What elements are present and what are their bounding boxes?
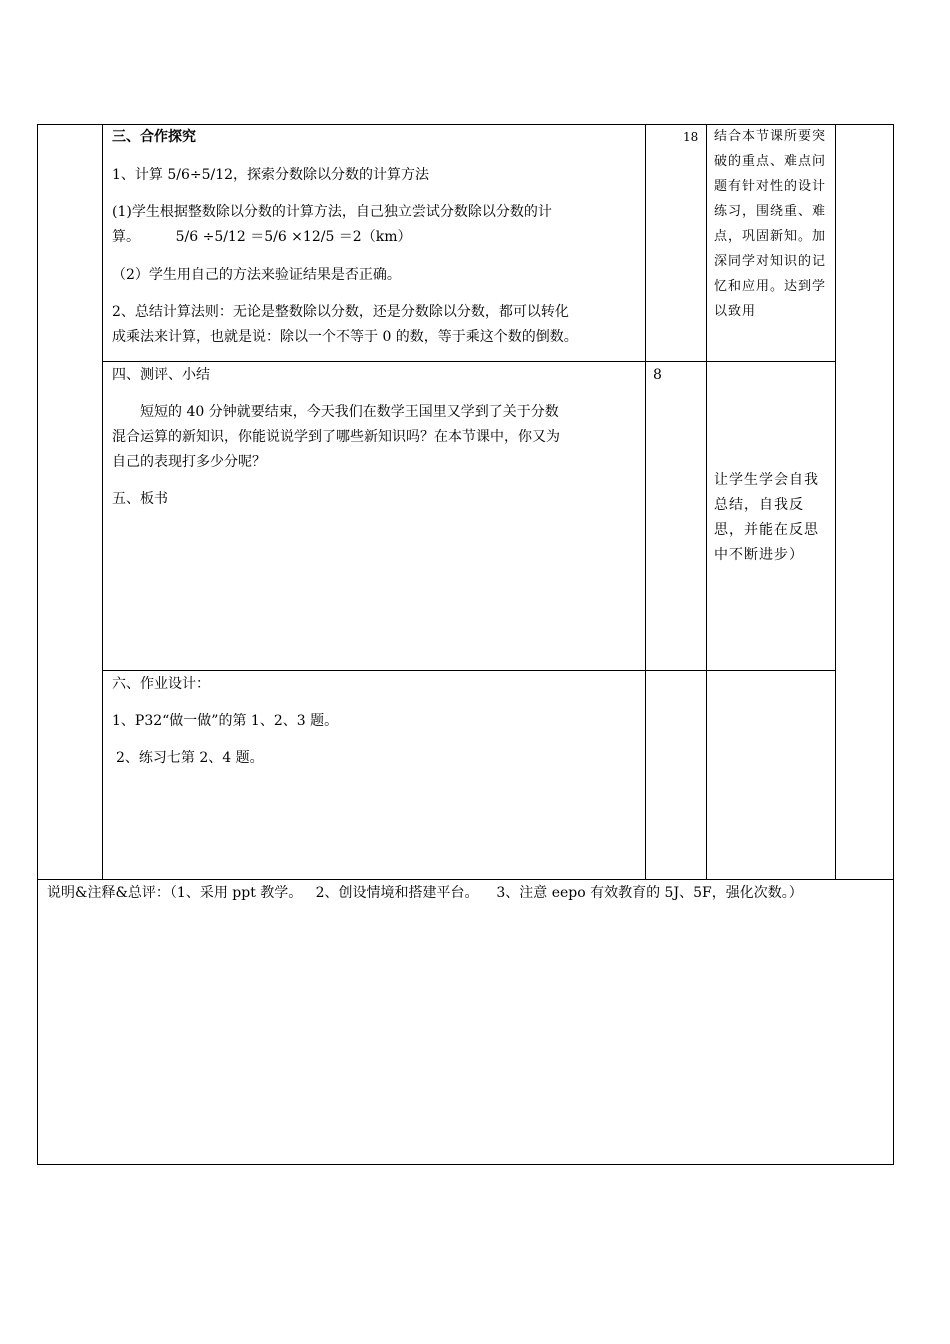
section6-item2: 2、练习七第 2、4 题。 xyxy=(116,750,264,766)
table-right-border xyxy=(893,124,894,1165)
column-divider-3 xyxy=(706,124,707,880)
column-divider-4 xyxy=(835,124,836,880)
section3-item2-line2: 算。 5/6 ÷5/12 ＝5/6 ×12/5 ＝2（km） xyxy=(112,229,412,245)
section6-item1: 1、P32“做一做”的第 1、2、3 题。 xyxy=(112,713,339,729)
section4-time: 8 xyxy=(653,367,662,383)
row-divider-2 xyxy=(102,670,836,671)
section4-para-line2: 混合运算的新知识，你能说说学到了哪些新知识吗？在本节课中，你又为 xyxy=(112,429,560,445)
section3-item4-line2: 成乘法来计算，也就是说：除以一个不等于 0 的数，等于乘这个数的倒数。 xyxy=(112,329,578,345)
section3-time: 18 xyxy=(683,130,699,144)
section4-note: 让学生学会自我总结，自我反思，并能在反思中不断进步） xyxy=(714,472,819,563)
section3-heading: 三、合作探究 xyxy=(112,129,196,145)
section3-note: 结合本节课所要突破的重点、难点问题有针对性的设计练习，围绕重、难点，巩固新知。加深同学对知识的记忆和应用。达到学以致用 xyxy=(714,129,827,319)
table-left-border xyxy=(37,124,38,1165)
section4-para-line1: 短短的 40 分钟就要结束，今天我们在数学王国里又学到了关于分数 xyxy=(140,404,559,420)
section4-para-line3: 自己的表现打多少分呢？ xyxy=(112,454,266,470)
section4-heading: 四、测评、小结 xyxy=(112,367,210,383)
section5-heading: 五、板书 xyxy=(112,491,168,507)
row-divider-1 xyxy=(102,361,836,362)
footer-comment: 说明&注释&总评：（1、采用 ppt 教学。 2、创设情境和搭建平台。 3、注意 eepo 有效教育的 5J、5F，强化次数。） xyxy=(47,885,803,901)
column-divider-1 xyxy=(102,124,103,880)
section6-heading: 六、作业设计： xyxy=(112,676,210,692)
column-divider-2 xyxy=(645,124,646,880)
section3-item1: 1、计算 5/6÷5/12，探索分数除以分数的计算方法 xyxy=(112,167,430,183)
section3-item3: （2）学生用自己的方法来验证结果是否正确。 xyxy=(112,267,401,283)
section3-item2-line1: (1)学生根据整数除以分数的计算方法，自己独立尝试分数除以分数的计 xyxy=(112,204,552,220)
section3-item4-line1: 2、总结计算法则：无论是整数除以分数，还是分数除以分数，都可以转化 xyxy=(112,304,569,320)
table-bottom-border xyxy=(37,1164,894,1165)
